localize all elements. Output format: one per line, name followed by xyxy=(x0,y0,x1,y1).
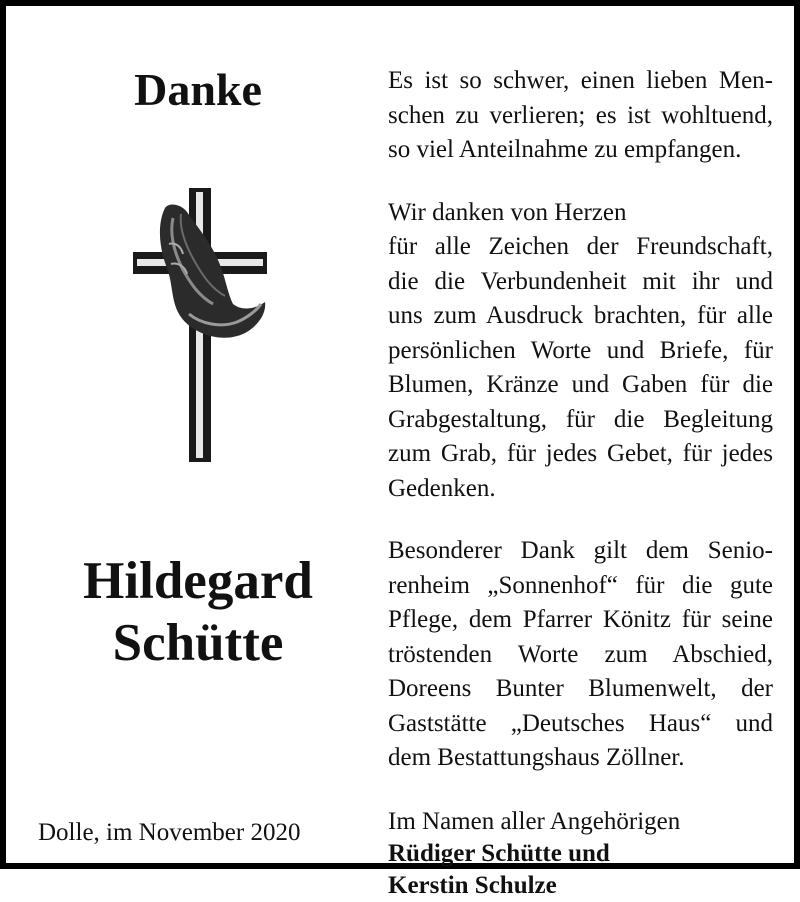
text-line: Besonderer Dank gilt dem Senio- xyxy=(388,537,773,564)
text-line: schen zu verlieren; es ist wohltuend, xyxy=(388,101,773,129)
text-line: Pflege, dem Pfarrer Könitz für seine xyxy=(388,606,773,633)
right-column xyxy=(388,64,773,902)
deceased-name xyxy=(12,550,384,674)
left-column xyxy=(12,12,372,869)
signature-name: Kerstin Schulze xyxy=(388,871,557,899)
text-line: die die Verbundenheit mit ihr und xyxy=(388,267,773,295)
paragraph-thanks xyxy=(388,196,773,507)
text-line: Gedenken. xyxy=(388,474,496,502)
text-line: Grabgestaltung, für die Begleitung xyxy=(388,405,773,433)
paragraph-special-thanks xyxy=(388,534,773,776)
text-line: tröstenden Worte zum Abschied, xyxy=(388,640,773,668)
cross-with-praying-hands-icon xyxy=(129,184,271,466)
text-line: dem Bestattungshaus Zöllner. xyxy=(388,744,685,771)
deceased-last-name: Schütte xyxy=(112,614,284,672)
text-line: Blumen, Kränze und Gaben für die xyxy=(388,371,773,398)
place-date: Dolle, im November 2020 xyxy=(38,819,301,846)
text-line: Wir danken von Herzen xyxy=(388,198,627,226)
paragraph-condolence xyxy=(388,64,773,168)
text-line: persönlichen Worte und Briefe, für xyxy=(388,336,773,364)
signature-block xyxy=(388,806,773,902)
text-line: Es ist so schwer, einen lieben Men- xyxy=(388,67,773,94)
signature-intro: Im Namen aller Angehörigen xyxy=(388,807,681,835)
signature-name: Rüdiger Schütte und xyxy=(388,839,610,867)
text-line: renheim „Sonnenhof“ für die gute xyxy=(388,571,773,599)
text-line: für alle Zeichen der Freundschaft, xyxy=(388,233,773,260)
text-line: zum Grab, für jedes Gebet, für jedes xyxy=(388,440,773,467)
text-line: Doreens Bunter Blumenwelt, der xyxy=(388,675,773,702)
text-line: Gaststätte „Deutsches Haus“ und xyxy=(388,709,773,737)
heading-danke: Danke xyxy=(134,64,262,115)
text-line: uns zum Ausdruck brachten, für alle xyxy=(388,302,773,329)
deceased-first-name: Hildegard xyxy=(83,552,313,610)
text-line: so viel Anteilnahme zu empfangen. xyxy=(388,136,742,163)
